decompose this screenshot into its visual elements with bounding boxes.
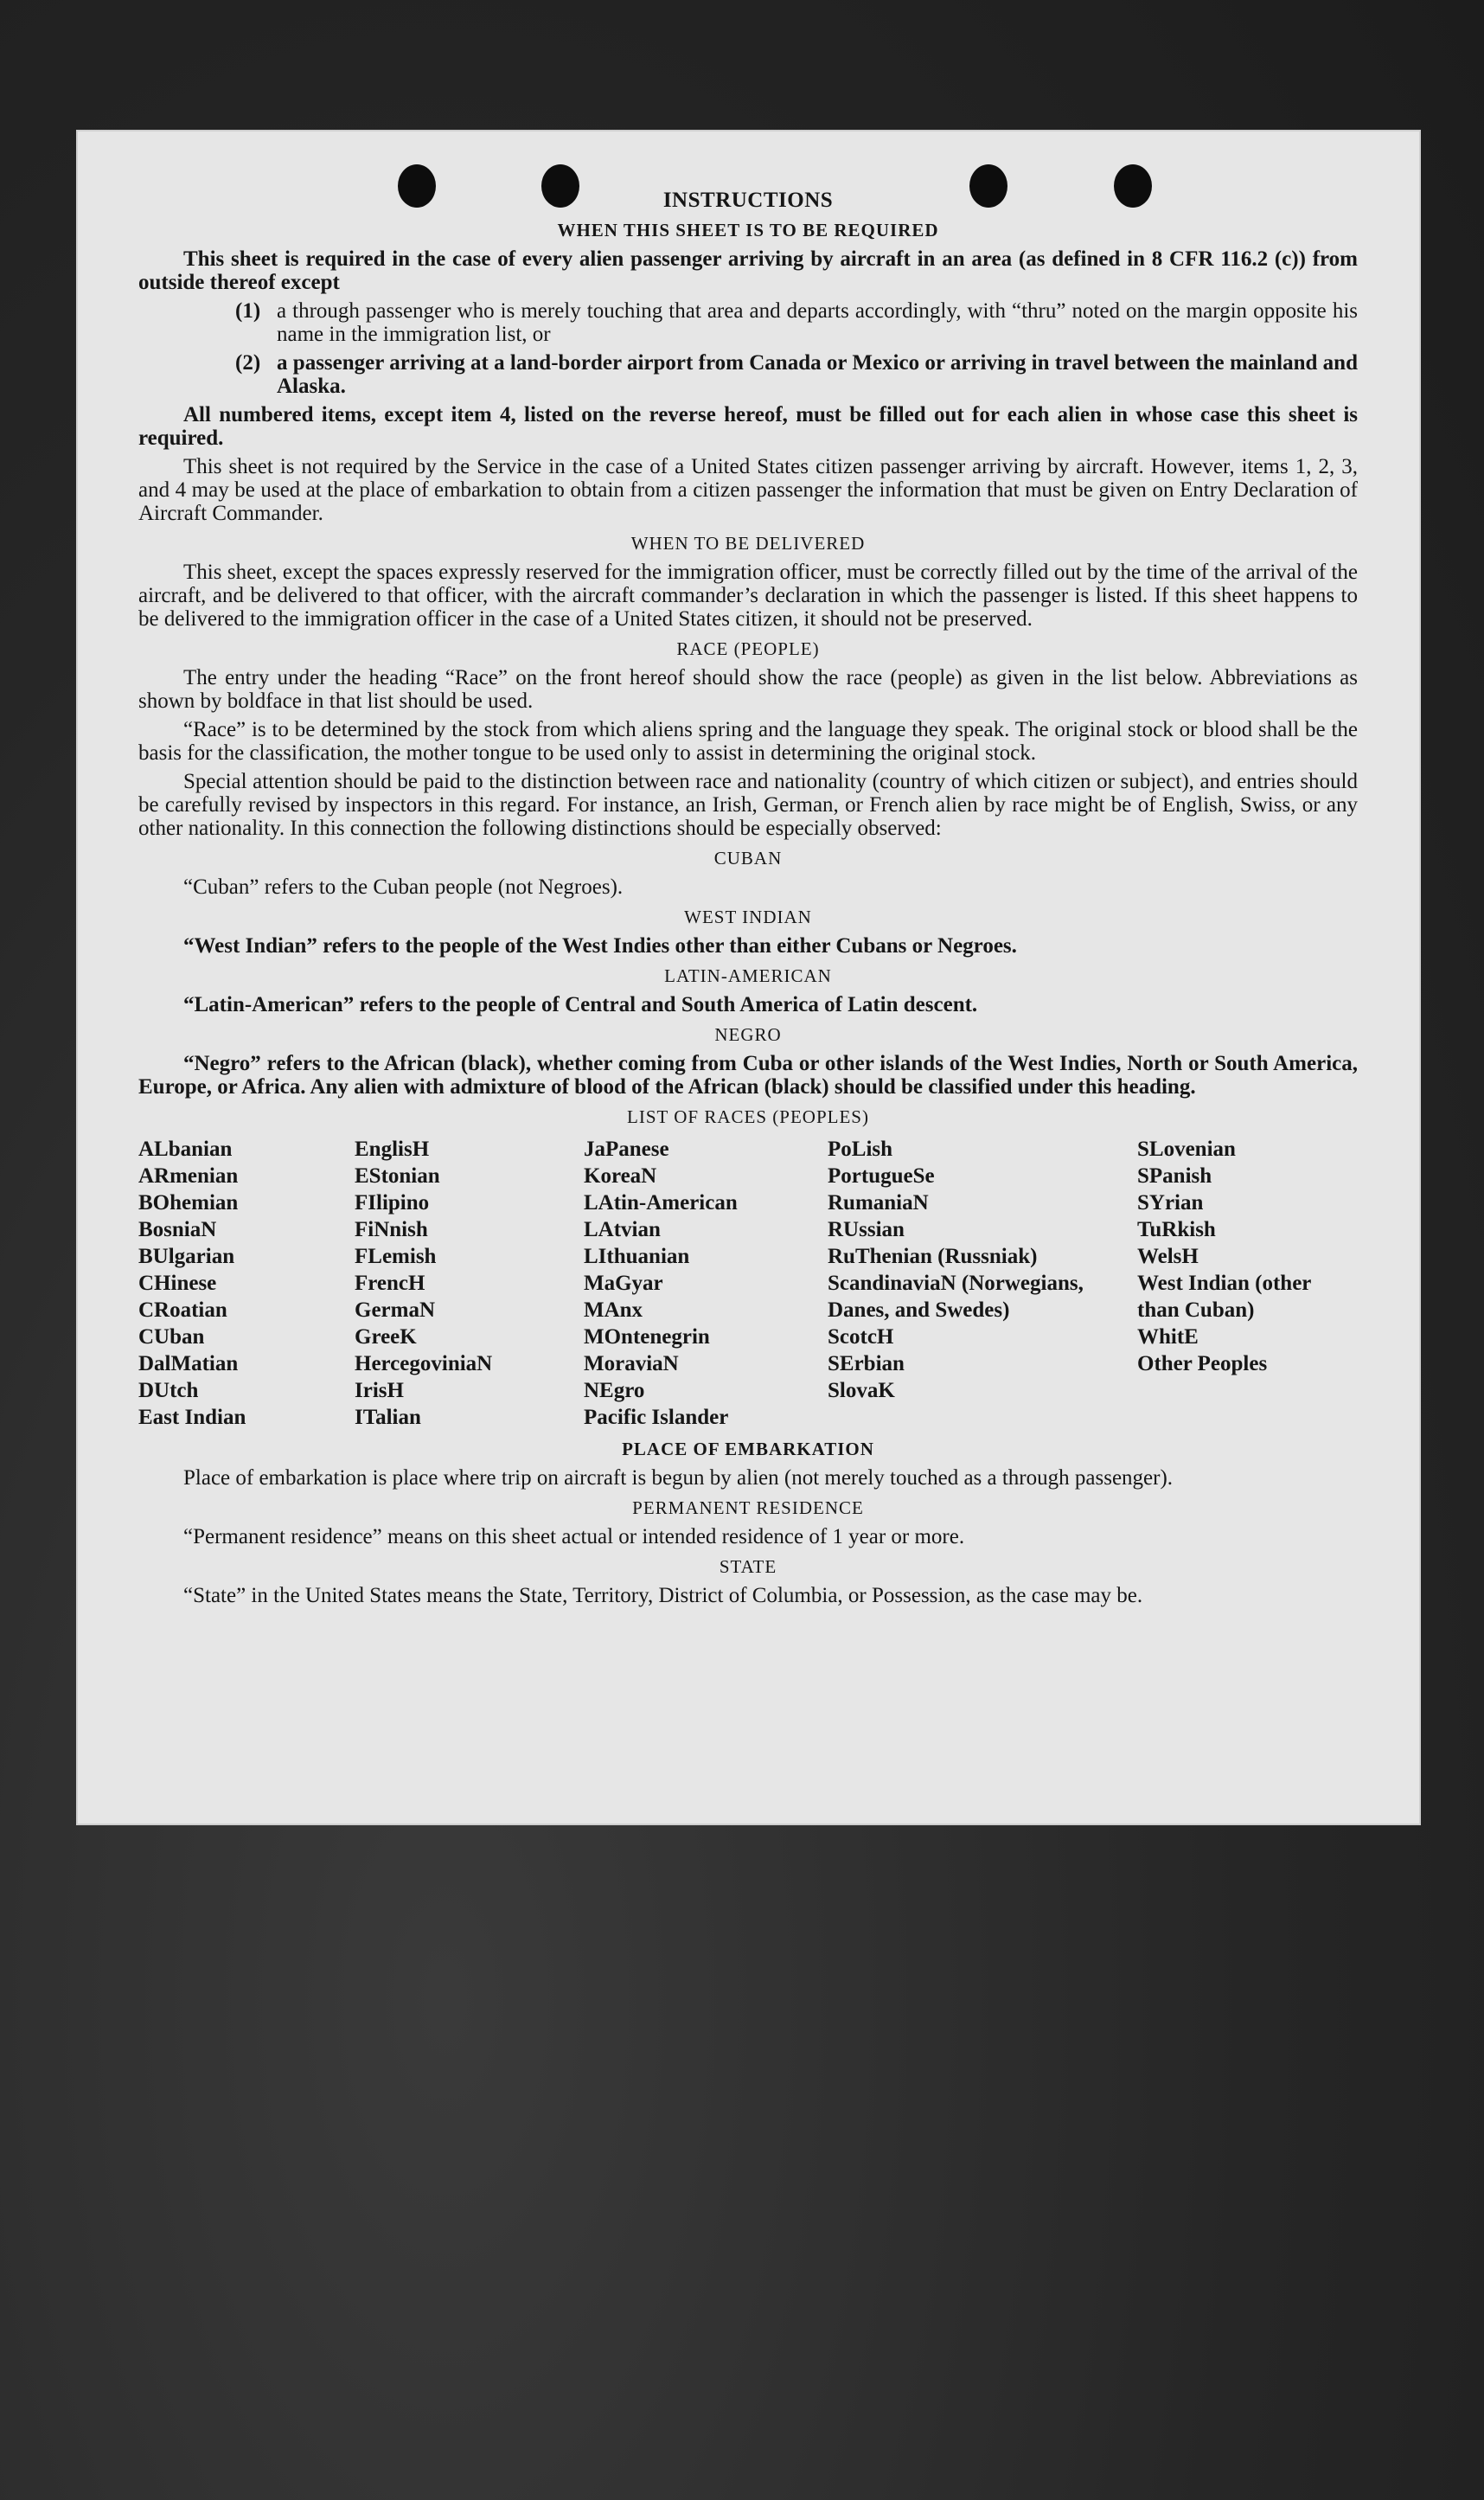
race-entry: MoraviaN [584,1352,679,1375]
race-entry: ScotcH [828,1325,894,1349]
instructions-body [138,189,1358,1612]
race-entry: BUlgarian [138,1245,235,1268]
race-entry: CHinese [138,1272,217,1295]
race-entry: FIlipino [355,1191,430,1215]
race-entry: ITalian [355,1406,421,1429]
item-number: (2) [235,351,261,375]
race-entry: PoLish [828,1138,893,1161]
race-entry: LAtvian [584,1218,661,1241]
race-entry: BosniaN [138,1218,217,1241]
item-text: a passenger arriving at a land-border airport from Canada or Mexico or arriving in travel between the mainland and Alaska. [277,351,1358,398]
race-entry: MAnx [584,1298,643,1322]
page-title: INSTRUCTIONS [662,189,834,212]
cuban-text: “Cuban” refers to the Cuban people (not Negroes). [183,875,624,899]
race-entry: IrisH [355,1379,404,1402]
race-entry: East Indian [138,1406,246,1429]
race-entry: SYrian [1137,1191,1204,1215]
race-entry: Other Peoples [1137,1352,1268,1375]
heading-cuban: CUBAN [713,848,783,869]
item-number: (1) [235,299,261,323]
heading-when-required: WHEN THIS SHEET IS TO BE REQUIRED [557,220,939,240]
heading-latin-american: LATIN-AMERICAN [664,965,832,986]
state-text: “State” in the United States means the State, Territory, District of Columbia, or Possession, as the case may be. [183,1584,1143,1607]
exception-item-1 [235,299,1358,346]
race-entry: MOntenegrin [584,1325,710,1349]
heading-when-delivered: WHEN TO BE DELIVERED [630,533,866,554]
when-required-p2: All numbered items, except item 4, listed on the reverse hereof, must be filled out for each alien in whose case this sheet is required. [138,403,1358,450]
race-entry: SPanish [1137,1164,1212,1188]
races-column-5 [1137,1136,1358,1431]
race-entry: EStonian [355,1164,440,1188]
race-entry: LAtin-American [584,1191,738,1215]
race-entry: TuRkish [1137,1218,1216,1241]
latin-american-text: “Latin-American” refers to the people of Central and South America of Latin descent. [183,993,978,1016]
race-p1: The entry under the heading “Race” on the front hereof should show the race (people) as given in the list below. Abbreviations as shown by boldface in that list should be used. [138,666,1358,713]
race-entry: RUssian [828,1218,905,1241]
race-entry: SErbian [828,1352,905,1375]
races-column-2 [355,1136,584,1431]
heading-negro: NEGRO [714,1024,782,1045]
race-entry: ALbanian [138,1138,233,1161]
race-entry: West Indian (other than Cuban) [1137,1272,1311,1322]
races-column-1 [138,1136,355,1431]
negro-text: “Negro” refers to the African (black), whether coming from Cuba or other islands of the West Indies, North or South America, Europe, or Africa. Any alien with admixture of blood of the African (black) should be classified under this heading. [138,1052,1358,1099]
race-entry: GreeK [355,1325,417,1349]
race-entry: KoreaN [584,1164,657,1188]
race-entry: SLovenian [1137,1138,1236,1161]
race-entry: DUtch [138,1379,199,1402]
race-entry: RuThenian (Russniak) [828,1245,1038,1268]
residence-text: “Permanent residence” means on this sheet actual or intended residence of 1 year or more. [183,1525,965,1548]
when-required-intro: This sheet is required in the case of every alien passenger arriving by aircraft in an area (as defined in 8 CFR 116.2 (c)) from outside thereof except [138,247,1358,294]
race-entry: FrencH [355,1272,425,1295]
instruction-sheet [76,130,1421,1825]
race-entry: BOhemian [138,1191,239,1215]
race-p2: “Race” is to be determined by the stock from which aliens spring and the language they speak. The original stock or blood shall be the basis for the classification, the mother tongue to be used only to assist in determining the original stock. [138,718,1358,765]
race-entry: EnglisH [355,1138,430,1161]
race-entry: MaGyar [584,1272,663,1295]
race-entry: HercegovinіaN [355,1352,493,1375]
exception-item-2 [235,351,1358,398]
race-entry: FiNnish [355,1218,428,1241]
race-entry: DalMatian [138,1352,239,1375]
races-column-4 [828,1136,1137,1431]
race-entry: FLemish [355,1245,437,1268]
heading-embarkation: PLACE OF EMBARKATION [622,1439,874,1459]
races-list [138,1136,1358,1431]
west-indian-text: “West Indian” refers to the people of the West Indies other than either Cubans or Negroes. [183,934,1017,958]
item-text: a through passenger who is merely touching that area and departs accordingly, with “thru” noted on the margin opposite his name in the immigration list, or [277,299,1358,346]
race-entry: ARmenian [138,1164,239,1188]
race-entry: NEgro [584,1379,645,1402]
race-p3: Special attention should be paid to the distinction between race and nationality (country of which citizen or subject), and entries should be carefully revised by inspectors in this regard. For instance, an Irish, German, or French alien by race might be of English, Swiss, or any other nationality. In this connection the following distinctions should be especially observed: [138,770,1358,840]
race-entry: RumaniaN [828,1191,929,1215]
race-entry: WelsH [1137,1245,1199,1268]
heading-west-indian: WEST INDIAN [684,907,812,927]
race-entry: ScandinaviaN (Norwegians, Danes, and Swedes) [828,1272,1084,1322]
when-delivered-text: This sheet, except the spaces expressly reserved for the immigration officer, must be correctly filled out by the time of the arrival of the aircraft, and be delivered to that officer, with the aircraft commander’s declaration in which the passenger is listed. If this sheet happens to be delivered to the immigration officer in the case of a United States citizen, it should not be preserved. [138,561,1358,631]
heading-list-of-races: LIST OF RACES (PEOPLES) [627,1106,869,1127]
race-entry: SlovaK [828,1379,895,1402]
race-entry: LIthuanian [584,1245,690,1268]
race-entry: WhitE [1137,1325,1199,1349]
embarkation-text: Place of embarkation is place where trip on aircraft is begun by alien (not merely touched as a through passenger). [183,1466,1174,1490]
race-entry: JaPanese [584,1138,669,1161]
race-entry: Pacific Islander [584,1406,729,1429]
race-entry: CUban [138,1325,205,1349]
heading-state: STATE [719,1556,777,1577]
races-column-3 [584,1136,828,1431]
race-entry: CRoatian [138,1298,227,1322]
race-entry: PortugueSe [828,1164,935,1188]
race-entry: GermaN [355,1298,436,1322]
heading-residence: PERMANENT RESIDENCE [632,1497,864,1518]
heading-race: RACE (PEOPLE) [676,638,820,659]
when-required-p3: This sheet is not required by the Service in the case of a United States citizen passenger arriving by aircraft. However, items 1, 2, 3, and 4 may be used at the place of embarkation to obtain from a citizen passenger the information that must be given on Entry Declaration of Aircraft Commander. [138,455,1358,525]
